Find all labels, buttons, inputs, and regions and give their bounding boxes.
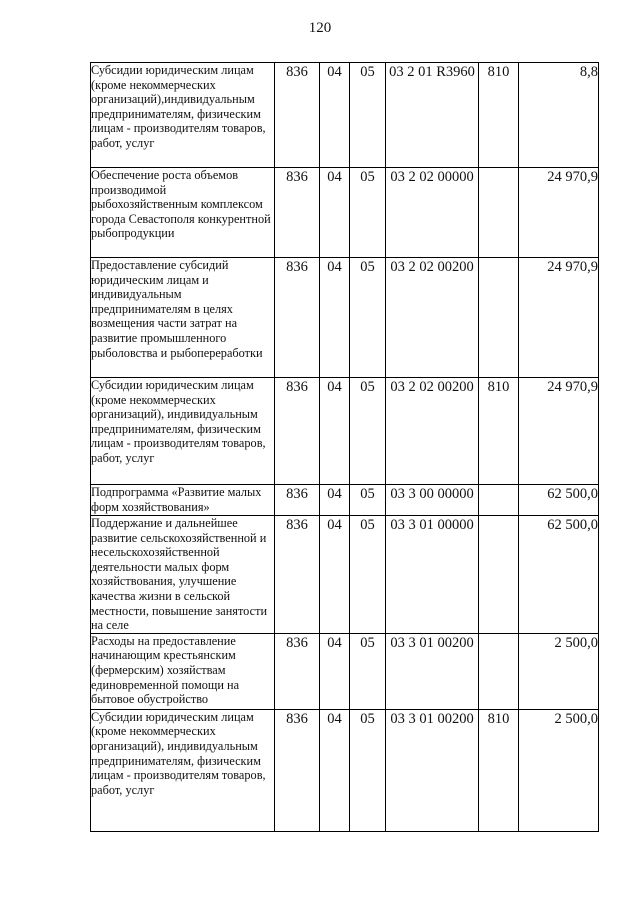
expense-type-code bbox=[479, 168, 519, 258]
table-row bbox=[91, 258, 599, 378]
target-article-code: 03 2 02 00000 bbox=[386, 168, 479, 258]
expense-name: Субсидии юридическим лицам (кроме некоммерческих организаций), индивидуальным предпринимателям, физическим лицам - производителям товаров, работ, услуг bbox=[91, 378, 275, 485]
subsection-code: 05 bbox=[350, 378, 386, 485]
target-article-code: 03 2 02 00200 bbox=[386, 378, 479, 485]
budget-table-body bbox=[91, 63, 599, 832]
amount: 24 970,9 bbox=[519, 378, 599, 485]
target-article-code: 03 3 01 00200 bbox=[386, 709, 479, 831]
section-code: 04 bbox=[320, 709, 350, 831]
admin-code: 836 bbox=[275, 709, 320, 831]
expense-name: Обеспечение роста объемов производимой рыбохозяйственным комплексом города Севастополя конкурентной рыбопродукции bbox=[91, 168, 275, 258]
section-code: 04 bbox=[320, 633, 350, 709]
section-code: 04 bbox=[320, 485, 350, 516]
admin-code: 836 bbox=[275, 516, 320, 634]
expense-type-code bbox=[479, 516, 519, 634]
section-code: 04 bbox=[320, 258, 350, 378]
table-row bbox=[91, 709, 599, 831]
expense-type-code: 810 bbox=[479, 63, 519, 168]
expense-type-code bbox=[479, 258, 519, 378]
table-row bbox=[91, 516, 599, 634]
expense-name: Субсидии юридическим лицам (кроме некоммерческих организаций),индивидуальным предпринимателям, физическим лицам - производителям товаров, работ, услуг bbox=[91, 63, 275, 168]
amount: 8,8 bbox=[519, 63, 599, 168]
subsection-code: 05 bbox=[350, 709, 386, 831]
expense-name: Субсидии юридическим лицам (кроме некоммерческих организаций), индивидуальным предпринимателям, физическим лицам - производителям товаров, работ, услуг bbox=[91, 709, 275, 831]
table-row bbox=[91, 378, 599, 485]
target-article-code: 03 3 01 00200 bbox=[386, 633, 479, 709]
table-row bbox=[91, 63, 599, 168]
admin-code: 836 bbox=[275, 258, 320, 378]
table-row bbox=[91, 633, 599, 709]
target-article-code: 03 2 01 R3960 bbox=[386, 63, 479, 168]
section-code: 04 bbox=[320, 516, 350, 634]
subsection-code: 05 bbox=[350, 258, 386, 378]
subsection-code: 05 bbox=[350, 63, 386, 168]
subsection-code: 05 bbox=[350, 516, 386, 634]
admin-code: 836 bbox=[275, 378, 320, 485]
admin-code: 836 bbox=[275, 63, 320, 168]
page-number: 120 bbox=[308, 20, 332, 36]
subsection-code: 05 bbox=[350, 485, 386, 516]
admin-code: 836 bbox=[275, 168, 320, 258]
section-code: 04 bbox=[320, 378, 350, 485]
amount: 2 500,0 bbox=[519, 709, 599, 831]
amount: 24 970,9 bbox=[519, 258, 599, 378]
amount: 2 500,0 bbox=[519, 633, 599, 709]
section-code: 04 bbox=[320, 63, 350, 168]
target-article-code: 03 3 00 00000 bbox=[386, 485, 479, 516]
amount: 62 500,0 bbox=[519, 485, 599, 516]
amount: 62 500,0 bbox=[519, 516, 599, 634]
table-row bbox=[91, 168, 599, 258]
expense-type-code: 810 bbox=[479, 709, 519, 831]
target-article-code: 03 2 02 00200 bbox=[386, 258, 479, 378]
expense-type-code: 810 bbox=[479, 378, 519, 485]
expense-name: Расходы на предоставление начинающим крестьянским (фермерским) хозяйствам единовременной помощи на бытовое обустройство bbox=[91, 633, 275, 709]
section-code: 04 bbox=[320, 168, 350, 258]
expense-name: Поддержание и дальнейшее развитие сельскохозяйственной и несельскохозяйственной деятельности малых форм хозяйствования, улучшение качества жизни в сельской местности, повышение занятости на селе bbox=[91, 516, 275, 634]
expense-type-code bbox=[479, 485, 519, 516]
subsection-code: 05 bbox=[350, 168, 386, 258]
table-row bbox=[91, 485, 599, 516]
subsection-code: 05 bbox=[350, 633, 386, 709]
admin-code: 836 bbox=[275, 633, 320, 709]
target-article-code: 03 3 01 00000 bbox=[386, 516, 479, 634]
expense-type-code bbox=[479, 633, 519, 709]
expense-name: Предоставление субсидий юридическим лицам и индивидуальным предпринимателям в целях возмещения части затрат на развитие промышленного рыболовства и рыбопереработки bbox=[91, 258, 275, 378]
admin-code: 836 bbox=[275, 485, 320, 516]
expense-name: Подпрограмма «Развитие малых форм хозяйствования» bbox=[91, 485, 275, 516]
budget-table bbox=[90, 62, 599, 832]
amount: 24 970,9 bbox=[519, 168, 599, 258]
